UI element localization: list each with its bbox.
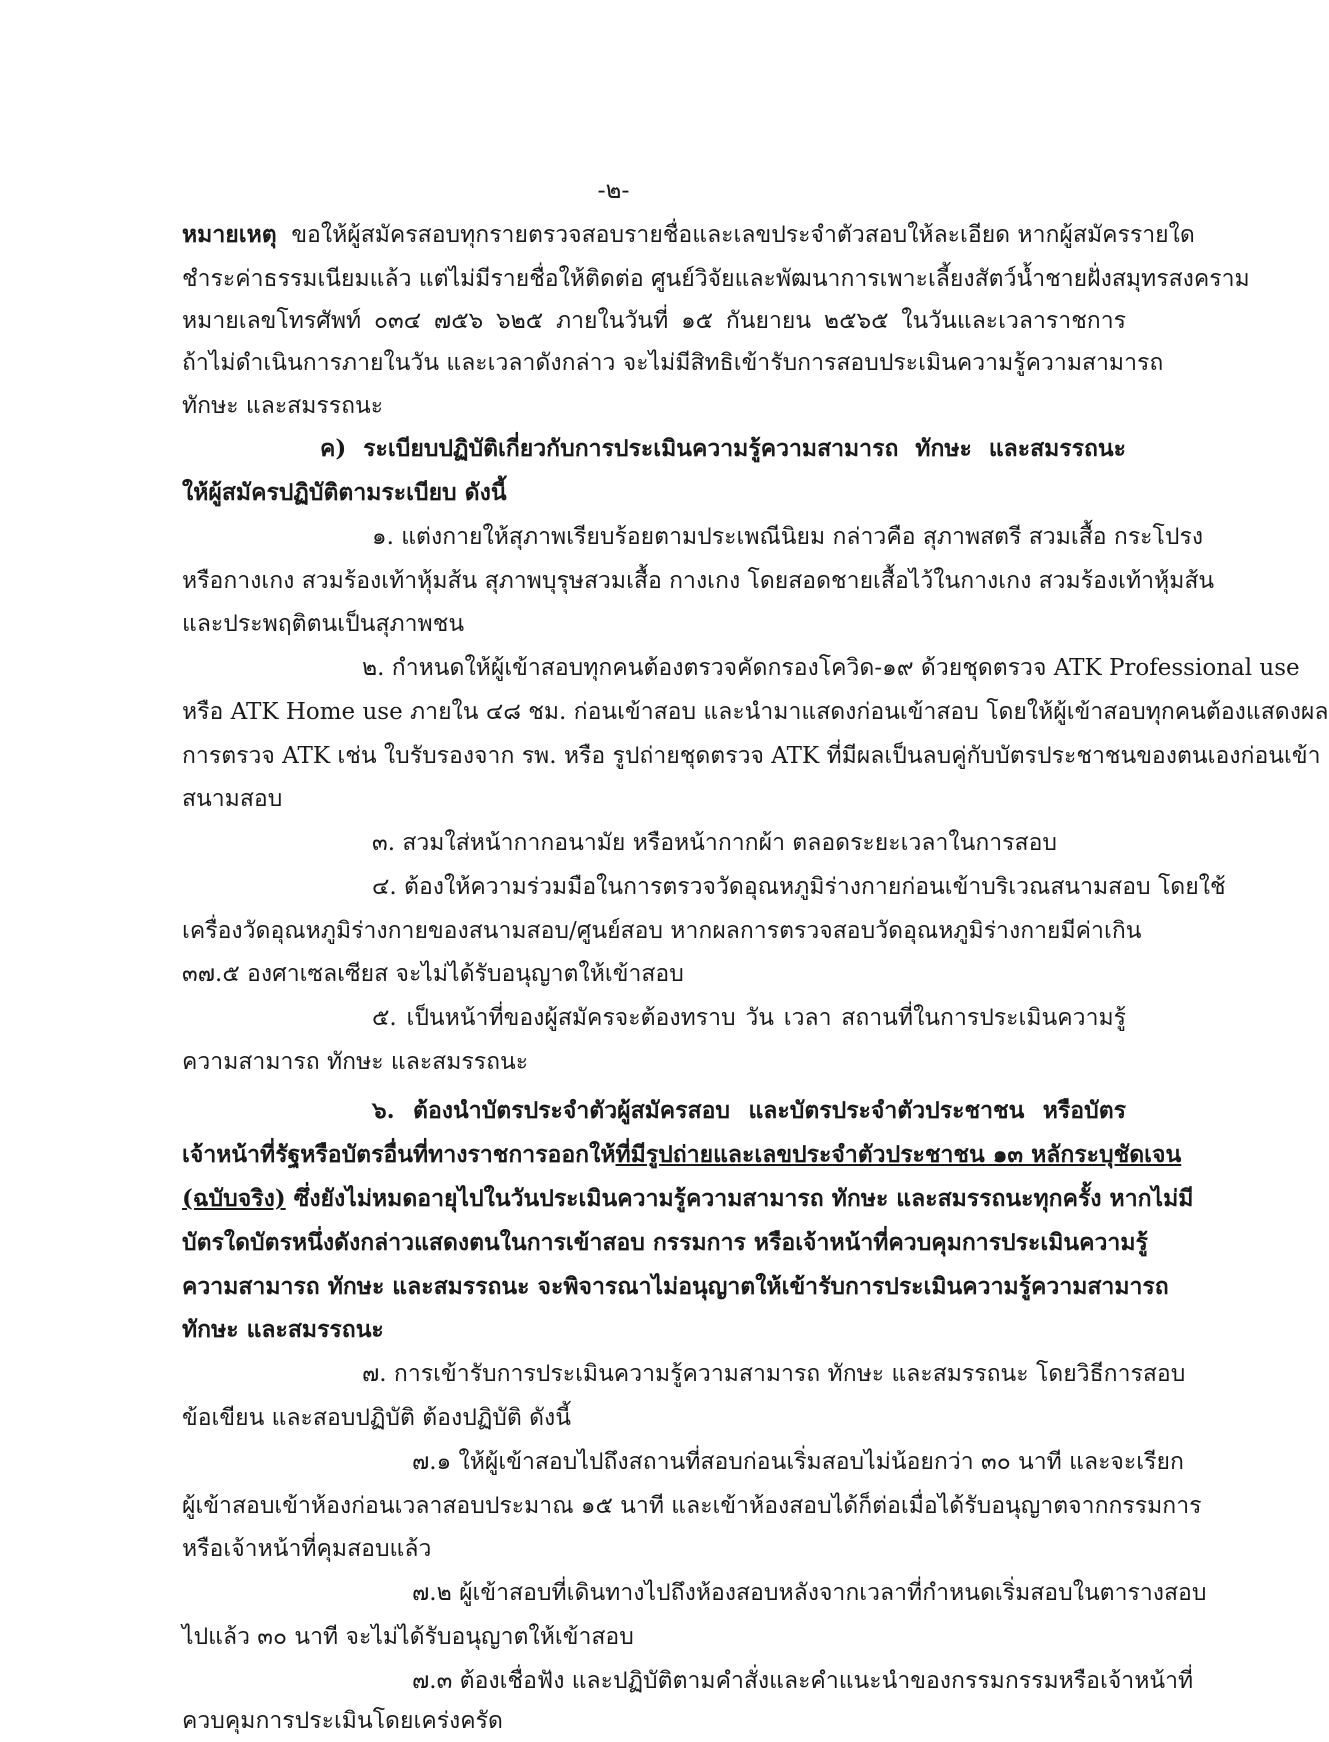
rule-6-line-3: [182, 1182, 1194, 1216]
note-text-1: ขอให้ผู้สมัครสอบทุกรายตรวจสอบรายชื่อและเลขประจำตัวสอบให้ละเอียด หากผู้สมัครรายใด: [291, 222, 1195, 248]
rule-6-line-2: [182, 1138, 1182, 1172]
rule-7-line-2: ข้อเขียน และสอบปฏิบัติ ต้องปฏิบัติ ดังนี้: [182, 1405, 572, 1431]
rule-7-line-1: ๗. การเข้ารับการประเมินความรู้ความสามารถ ทักษะ และสมรรถนะ โดยวิธีการสอบ: [362, 1361, 1186, 1387]
note-label: หมายเหตุ: [182, 221, 277, 248]
rule-7-1-line-1: ๗.๑ ให้ผู้เข้าสอบไปถึงสถานที่สอบก่อนเริ่มสอบไม่น้อยกว่า ๓๐ นาที และจะเรียก: [412, 1449, 1184, 1475]
note-line-4: ถ้าไม่ดำเนินการภายในวัน และเวลาดังกล่าว จะไม่มีสิทธิเข้ารับการสอบประเมินความรู้ความสามารถ: [182, 350, 1164, 376]
rule-6-line-5: ความสามารถ ทักษะ และสมรรถนะ จะพิจารณาไม่อนุญาตให้เข้ารับการประเมินความรู้ความสามารถ: [182, 1273, 1169, 1300]
rule-7-2-line-1: ๗.๒ ผู้เข้าสอบที่เดินทางไปถึงห้องสอบหลังจากเวลาที่กำหนดเริ่มสอบในตารางสอบ: [412, 1580, 1207, 1606]
rule-1-line-1: ๑. แต่งกายให้สุภาพเรียบร้อยตามประเพณีนิยม กล่าวคือ สุภาพสตรี สวมเสื้อ กระโปรง: [372, 524, 1204, 550]
rule-5-line-1: ๕. เป็นหน้าที่ของผู้สมัครจะต้องทราบ วัน เวลา สถานที่ในการประเมินความรู้: [372, 1005, 1126, 1031]
page-number: -๒-: [597, 176, 630, 204]
rule-3: ๓. สวมใส่หน้ากากอนามัย หรือหน้ากากผ้า ตลอดระยะเวลาในการสอบ: [372, 830, 1057, 856]
rule-6-text-2: ซึ่งยังไม่หมดอายุไปในวันประเมินความรู้ความสามารถ ทักษะ และสมรรถนะทุกครั้ง หากไม่มี: [293, 1185, 1194, 1212]
note-line-1: [182, 218, 1195, 252]
note-line-3: หมายเลขโทรศัพท์ ๐๓๔ ๗๕๖ ๖๒๕ ภายในวันที่ ๑๕ กันยายน ๒๕๖๕ ในวันและเวลาราชการ: [182, 308, 1126, 334]
rule-1-line-3: และประพฤติตนเป็นสุภาพชน: [182, 611, 465, 637]
rule-6-line-1: ๖. ต้องนำบัตรประจำตัวผู้สมัครสอบ และบัตรประจำตัวประชาชน หรือบัตร: [372, 1097, 1126, 1124]
note-line-5: ทักษะ และสมรรถนะ: [182, 393, 384, 419]
rule-2-line-2: หรือ ATK Home use ภายใน ๔๘ ชม. ก่อนเข้าสอบ และนำมาแสดงก่อนเข้าสอบ โดยให้ผู้เข้าสอบทุกคนต้องแสดงผล: [182, 699, 1329, 725]
rule-7-3-line-1: ๗.๓ ต้องเชื่อฟัง และปฏิบัติตามคำสั่งและคำแนะนำของกรรมกรรมหรือเจ้าหน้าที่: [412, 1668, 1194, 1694]
section-heading: ค) ระเบียบปฏิบัติเกี่ยวกับการประเมินความรู้ความสามารถ ทักษะ และสมรรถนะ: [320, 435, 1126, 462]
rule-6-underlined-id: ที่มีรูปถ่ายและเลขประจำตัวประชาชน ๑๓ หลักระบุชัดเจน: [615, 1141, 1182, 1168]
section-heading-cont: ให้ผู้สมัครปฏิบัติตามระเบียบ ดังนี้: [182, 479, 507, 506]
rule-6-text: เจ้าหน้าที่รัฐหรือบัตรอื่นที่ทางราชการออกให้: [182, 1141, 616, 1168]
rule-5-line-2: ความสามารถ ทักษะ และสมรรถนะ: [182, 1049, 529, 1075]
rule-4-line-1: ๔. ต้องให้ความร่วมมือในการตรวจวัดอุณหภูมิร่างกายก่อนเข้าบริเวณสนามสอบ โดยใช้: [372, 874, 1226, 900]
rule-2-line-4: สนามสอบ: [182, 786, 283, 812]
rule-6-line-4: บัตรใดบัตรหนึ่งดังกล่าวแสดงตนในการเข้าสอบ กรรมการ หรือเจ้าหน้าที่ควบคุมการประเมินความรู้: [182, 1229, 1148, 1256]
rule-2-line-3: การตรวจ ATK เช่น ใบรับรองจาก รพ. หรือ รูปถ่ายชุดตรวจ ATK ที่มีผลเป็นลบคู่กับบัตรประชาชนของตนเองก่อนเข้า: [182, 743, 1321, 769]
rule-7-1-line-2: ผู้เข้าสอบเข้าห้องก่อนเวลาสอบประมาณ ๑๕ นาที และเข้าห้องสอบได้ก็ต่อเมื่อได้รับอนุญาตจากกรรมการ: [182, 1493, 1202, 1519]
rule-7-2-line-2: ไปแล้ว ๓๐ นาที จะไม่ได้รับอนุญาตให้เข้าสอบ: [182, 1624, 634, 1650]
note-line-2: ชำระค่าธรรมเนียมแล้ว แต่ไม่มีรายชื่อให้ติดต่อ ศูนย์วิจัยและพัฒนาการเพาะเลี้ยงสัตว์น้ำชายฝั่งสมุทรสงคราม: [182, 266, 1250, 292]
rule-4-line-3: ๓๗.๕ องศาเซลเซียส จะไม่ได้รับอนุญาตให้เข้าสอบ: [182, 961, 684, 987]
rule-7-1-line-3: หรือเจ้าหน้าที่คุมสอบแล้ว: [182, 1536, 432, 1562]
rule-1-line-2: หรือกางเกง สวมร้องเท้าหุ้มส้น สุภาพบุรุษสวมเสื้อ กางเกง โดยสอดชายเสื้อไว้ในกางเกง สวมร้องเท้าหุ้มส้น: [182, 568, 1215, 594]
rule-4-line-2: เครื่องวัดอุณหภูมิร่างกายของสนามสอบ/ศูนย์สอบ หากผลการตรวจสอบวัดอุณหภูมิร่างกายมีค่าเกิน: [182, 918, 1142, 944]
rule-6-underlined-original: (ฉบับจริง): [182, 1185, 286, 1212]
rule-7-3-line-2: ควบคุมการประเมินโดยเคร่งครัด: [182, 1708, 503, 1734]
rule-6-line-6: ทักษะ และสมรรถนะ: [182, 1316, 384, 1343]
rule-2-line-1: ๒. กำหนดให้ผู้เข้าสอบทุกคนต้องตรวจคัดกรองโควิด-๑๙ ด้วยชุดตรวจ ATK Professional use: [362, 655, 1300, 681]
